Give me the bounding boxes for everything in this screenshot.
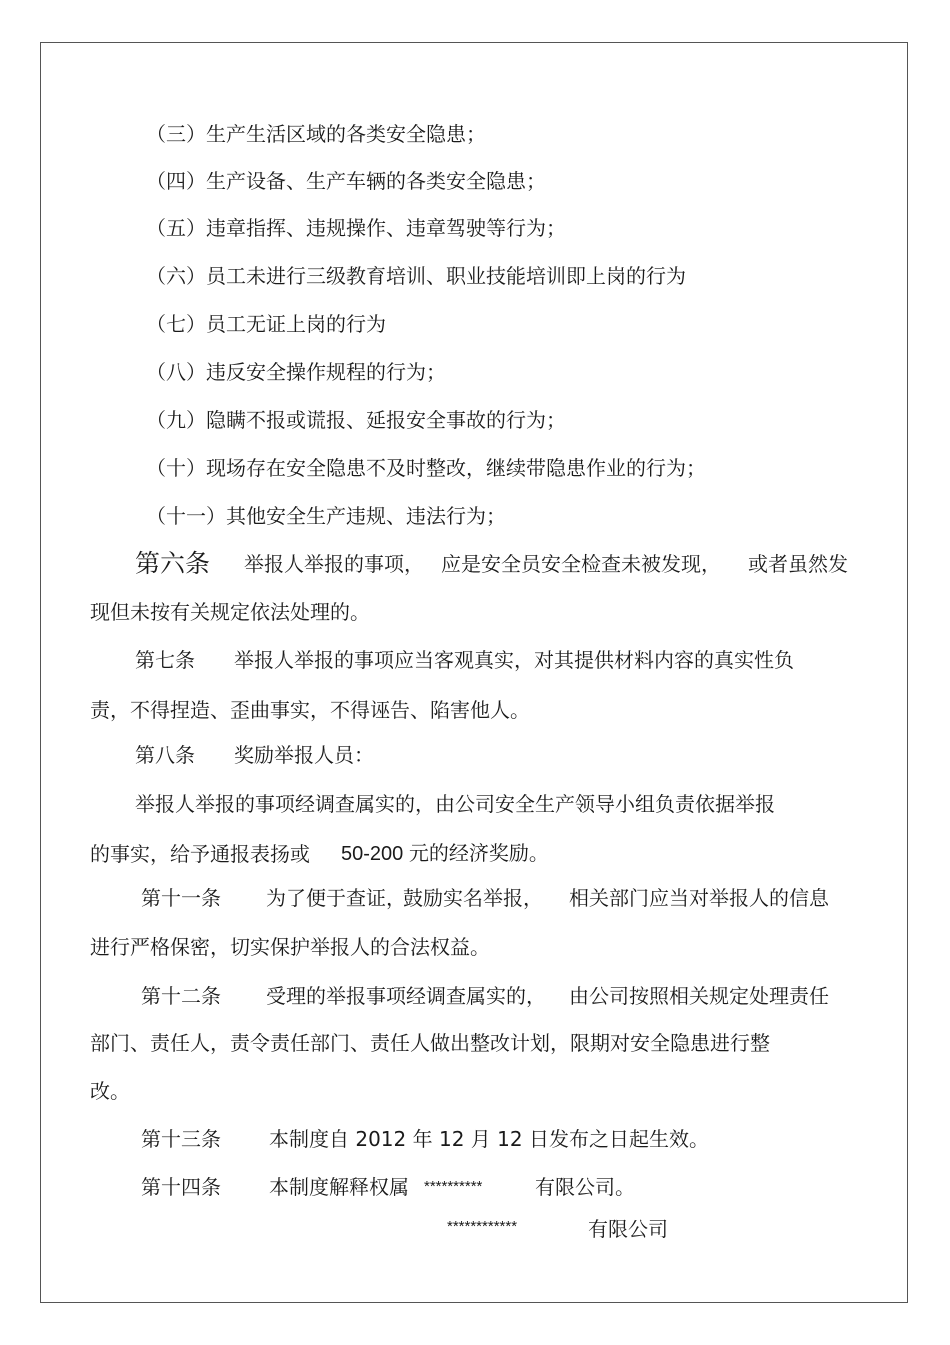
- article-12-label: 第十二条: [141, 984, 221, 1008]
- article-13-text: 本制度自 2012 年 12 月 12 日发布之日起生效。: [269, 1127, 709, 1151]
- list-item: （十）现场存在安全隐患不及时整改，继续带隐患作业的行为；: [146, 456, 706, 480]
- list-item: （九）隐瞒不报或谎报、延报安全事故的行为；: [146, 408, 566, 432]
- article-12-text: 改。: [90, 1079, 130, 1103]
- article-6-text: 现但未按有关规定依法处理的。: [90, 600, 370, 624]
- list-item: （六）员工未进行三级教育培训、职业技能培训即上岗的行为: [146, 264, 686, 288]
- article-11-text: 为了便于查证，: [266, 886, 406, 910]
- list-item: （十一）其他安全生产违规、违法行为；: [146, 504, 506, 528]
- article-12-text: 由公司按照相关规定处理责任: [569, 984, 829, 1008]
- article-14-text: 本制度解释权属: [269, 1175, 409, 1199]
- article-6-label: 第六条: [135, 549, 211, 578]
- article-6-text: 或者虽然发: [748, 552, 848, 576]
- article-11-text: 进行严格保密，切实保护举报人的合法权益。: [90, 935, 490, 959]
- article-11-text: 相关部门应当对举报人的信息: [569, 886, 829, 910]
- article-7-text: 举报人举报的事项应当客观真实，对其提供材料内容的真实性负: [234, 648, 794, 672]
- article-14-tail: 有限公司。: [535, 1175, 635, 1199]
- article-14-label: 第十四条: [141, 1175, 221, 1199]
- article-8-amount: 50-200 元的经济奖励。: [341, 843, 549, 865]
- article-7-text: 责，不得捏造、歪曲事实，不得诬告、陷害他人。: [90, 698, 530, 722]
- article-7-label: 第七条: [135, 648, 195, 672]
- article-11-text: 鼓励实名举报，: [403, 886, 543, 910]
- list-item: （八）违反安全操作规程的行为；: [146, 360, 446, 384]
- article-8-heading: 奖励举报人员：: [234, 743, 374, 767]
- article-12-text: 受理的举报事项经调查属实的，: [266, 984, 546, 1008]
- article-11-label: 第十一条: [141, 886, 221, 910]
- list-item: （三）生产生活区域的各类安全隐患；: [146, 122, 486, 146]
- article-6-text: 举报人举报的事项，: [244, 552, 424, 576]
- article-13-label: 第十三条: [141, 1127, 221, 1151]
- signature-company: 有限公司: [588, 1217, 668, 1241]
- article-12-text: 部门、责任人，责令责任部门、责任人做出整改计划，限期对安全隐患进行整: [90, 1031, 770, 1055]
- article-6-text: 应是安全员安全检查未被发现，: [441, 552, 721, 576]
- article-8-text: 举报人举报的事项经调查属实的，由公司安全生产领导小组负责依据举报: [135, 792, 775, 816]
- article-8-label: 第八条: [135, 743, 195, 767]
- list-item: （七）员工无证上岗的行为: [146, 312, 386, 336]
- list-item: （五）违章指挥、违规操作、违章驾驶等行为；: [146, 216, 566, 240]
- list-item: （四）生产设备、生产车辆的各类安全隐患；: [146, 169, 546, 193]
- signature-stars: ************: [447, 1218, 518, 1235]
- article-8-text: 的事实，给予通报表扬或: [90, 842, 310, 866]
- article-14-stars: **********: [424, 1178, 483, 1195]
